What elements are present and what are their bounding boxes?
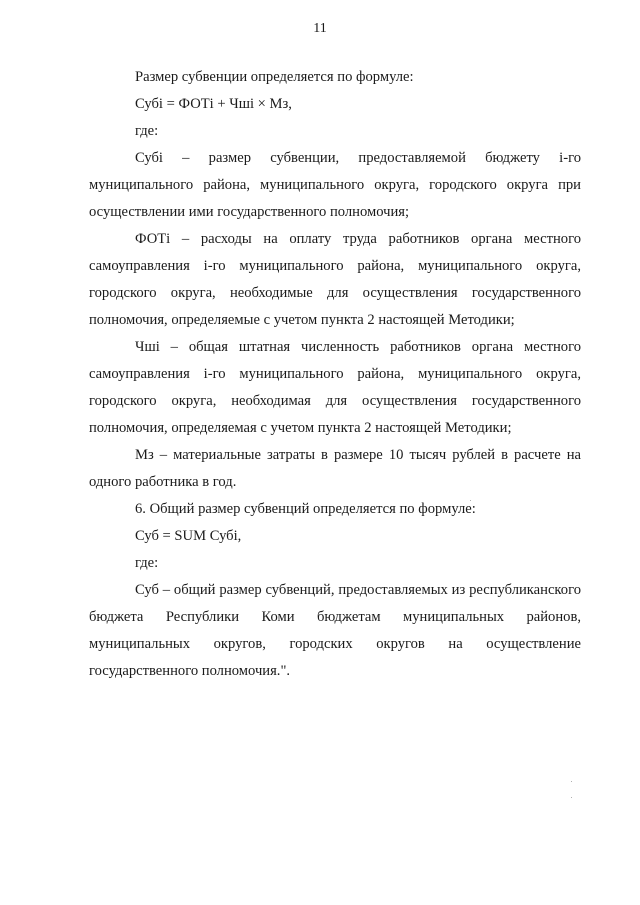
definition-chshi-paragraph: Чшi – общая штатная численность работников органа местного самоуправления i-го муниципального района, муниципального округа, городского округа, необходимая для осуществления государственного полномочия, определяемая с учетом пункта 2 настоящей Методики; xyxy=(89,339,581,436)
total-subvention-formula: Суб = SUM Субi, xyxy=(135,528,242,544)
scan-speck xyxy=(571,797,572,798)
scan-speck xyxy=(571,781,572,782)
total-formula-intro-paragraph: 6. Общий размер субвенций определяется по формуле: xyxy=(135,501,476,517)
document-body xyxy=(89,64,581,685)
scan-speck xyxy=(470,500,471,501)
formula-intro-paragraph: Размер субвенции определяется по формуле: xyxy=(135,69,414,85)
where-label-2: где: xyxy=(135,555,159,571)
definition-subi-paragraph: Субi – размер субвенции, предоставляемой бюджету i-го муниципального района, муниципального округа, городского округа при осуществлении ими государственного полномочия; xyxy=(89,150,581,220)
where-label: где: xyxy=(135,123,159,139)
definition-mz-paragraph: Мз – материальные затраты в размере 10 тысяч рублей в расчете на одного работника в год. xyxy=(89,447,581,490)
page-number: 11 xyxy=(313,21,327,36)
definition-sub-paragraph: Суб – общий размер субвенций, предоставляемых из республиканского бюджета Республики Коми бюджетам муниципальных районов, муниципальных округов, городских округов на осуществление государственного полномочия.". xyxy=(89,582,581,679)
definition-foti-paragraph: ФОТi – расходы на оплату труда работников органа местного самоуправления i-го муниципального района, муниципального округа, городского округа, необходимые для осуществления государственного полномочия, определяемые с учетом пункта 2 настоящей Методики; xyxy=(89,231,581,328)
subvention-formula: Субi = ФОТi + Чшi × Мз, xyxy=(135,96,292,112)
